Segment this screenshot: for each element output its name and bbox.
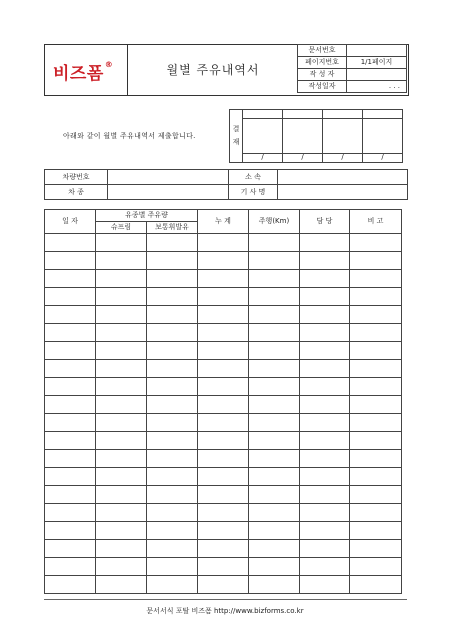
log-row xyxy=(45,432,402,450)
author-label: 작 성 자 xyxy=(298,69,347,81)
author-value[interactable] xyxy=(347,69,407,81)
plate-number-label: 차량번호 xyxy=(45,170,108,185)
log-cell-distance[interactable] xyxy=(249,540,300,558)
log-cell-person[interactable] xyxy=(300,414,350,432)
log-cell-remarks[interactable] xyxy=(350,288,402,306)
intro-statement: 아래와 같이 월별 주유내역서 제출합니다. xyxy=(63,132,196,140)
approval-side-label xyxy=(230,110,243,163)
log-cell-remarks[interactable] xyxy=(350,468,402,486)
log-cell-date[interactable] xyxy=(45,288,96,306)
log-cell-date[interactable] xyxy=(45,234,96,252)
department-field[interactable] xyxy=(278,170,408,185)
log-cell-person[interactable] xyxy=(300,450,350,468)
log-cell-distance[interactable] xyxy=(249,468,300,486)
log-cell-regular[interactable] xyxy=(147,396,198,414)
log-cell-date[interactable] xyxy=(45,342,96,360)
log-cell-remarks[interactable] xyxy=(350,450,402,468)
log-row xyxy=(45,270,402,288)
log-cell-date[interactable] xyxy=(45,270,96,288)
page-title: 월별 주유내역서 xyxy=(166,63,260,77)
log-cell-regular[interactable] xyxy=(147,558,198,576)
log-row xyxy=(45,486,402,504)
log-cell-regular[interactable] xyxy=(147,378,198,396)
log-cell-distance[interactable] xyxy=(249,252,300,270)
log-row xyxy=(45,558,402,576)
approval-box xyxy=(229,109,403,163)
log-cell-total[interactable] xyxy=(198,306,249,324)
log-cell-date[interactable] xyxy=(45,396,96,414)
log-cell-date[interactable] xyxy=(45,540,96,558)
log-cell-regular[interactable] xyxy=(147,576,198,594)
log-cell-premium[interactable] xyxy=(96,378,147,396)
log-cell-regular[interactable] xyxy=(147,468,198,486)
approver-date-cell[interactable]: / xyxy=(323,153,363,162)
log-cell-person[interactable] xyxy=(300,486,350,504)
log-row xyxy=(45,468,402,486)
log-cell-premium[interactable] xyxy=(96,360,147,378)
approval-side-char-1: 결 xyxy=(232,124,240,133)
log-cell-regular[interactable] xyxy=(147,414,198,432)
log-cell-date[interactable] xyxy=(45,360,96,378)
log-cell-date[interactable] xyxy=(45,324,96,342)
footer-text: 문서서식 포탈 비즈폼 http://www.bizforms.co.kr xyxy=(146,607,304,615)
log-cell-remarks[interactable] xyxy=(350,342,402,360)
log-cell-premium[interactable] xyxy=(96,306,147,324)
log-row xyxy=(45,288,402,306)
log-cell-date[interactable] xyxy=(45,468,96,486)
log-cell-person[interactable] xyxy=(300,270,350,288)
log-cell-person[interactable] xyxy=(300,252,350,270)
log-cell-premium[interactable] xyxy=(96,342,147,360)
document-header xyxy=(44,44,409,96)
log-cell-regular[interactable] xyxy=(147,450,198,468)
log-cell-total[interactable] xyxy=(198,396,249,414)
bizforms-logo xyxy=(53,59,113,84)
log-cell-date[interactable] xyxy=(45,432,96,450)
log-cell-total[interactable] xyxy=(198,270,249,288)
log-cell-premium[interactable] xyxy=(96,288,147,306)
log-cell-date[interactable] xyxy=(45,414,96,432)
log-row xyxy=(45,252,402,270)
log-cell-remarks[interactable] xyxy=(350,540,402,558)
remarks-column-header: 비 고 xyxy=(350,210,402,234)
log-cell-person[interactable] xyxy=(300,324,350,342)
log-cell-person[interactable] xyxy=(300,432,350,450)
page-number-label: 페이지번호 xyxy=(298,57,347,69)
log-cell-total[interactable] xyxy=(198,558,249,576)
log-cell-premium[interactable] xyxy=(96,486,147,504)
log-row xyxy=(45,324,402,342)
log-cell-premium[interactable] xyxy=(96,252,147,270)
premium-column-header: 슈프림 xyxy=(96,222,147,234)
approver-title-cell[interactable] xyxy=(363,110,403,119)
log-cell-remarks[interactable] xyxy=(350,234,402,252)
log-cell-remarks[interactable] xyxy=(350,360,402,378)
approver-title-cell[interactable] xyxy=(323,110,363,119)
log-cell-total[interactable] xyxy=(198,342,249,360)
log-cell-total[interactable] xyxy=(198,360,249,378)
log-cell-person[interactable] xyxy=(300,576,350,594)
log-cell-person[interactable] xyxy=(300,342,350,360)
log-cell-total[interactable] xyxy=(198,486,249,504)
log-cell-regular[interactable] xyxy=(147,234,198,252)
document-info-table xyxy=(297,44,407,93)
date-written-label: 작성일자 xyxy=(298,81,347,93)
log-cell-distance[interactable] xyxy=(249,486,300,504)
log-cell-date[interactable] xyxy=(45,252,96,270)
log-cell-distance[interactable] xyxy=(249,360,300,378)
log-cell-premium[interactable] xyxy=(96,522,147,540)
log-cell-distance[interactable] xyxy=(249,306,300,324)
log-cell-remarks[interactable] xyxy=(350,252,402,270)
vehicle-type-field[interactable] xyxy=(108,185,229,200)
log-cell-date[interactable] xyxy=(45,558,96,576)
log-cell-regular[interactable] xyxy=(147,432,198,450)
log-cell-premium[interactable] xyxy=(96,432,147,450)
log-cell-distance[interactable] xyxy=(249,378,300,396)
log-row xyxy=(45,540,402,558)
log-cell-total[interactable] xyxy=(198,414,249,432)
log-cell-regular[interactable] xyxy=(147,324,198,342)
log-cell-remarks[interactable] xyxy=(350,270,402,288)
approver-date-cell[interactable]: / xyxy=(243,153,283,162)
log-cell-regular[interactable] xyxy=(147,360,198,378)
log-cell-remarks[interactable] xyxy=(350,558,402,576)
log-cell-premium[interactable] xyxy=(96,324,147,342)
log-row xyxy=(45,396,402,414)
distance-column-header: 주행(Km) xyxy=(249,210,300,234)
log-cell-date[interactable] xyxy=(45,522,96,540)
log-row xyxy=(45,450,402,468)
vehicle-info-table xyxy=(44,169,408,200)
regular-column-header: 보통휘발유 xyxy=(147,222,198,234)
log-cell-distance[interactable] xyxy=(249,558,300,576)
log-cell-remarks[interactable] xyxy=(350,504,402,522)
log-cell-distance[interactable] xyxy=(249,234,300,252)
log-cell-premium[interactable] xyxy=(96,234,147,252)
log-row xyxy=(45,342,402,360)
log-cell-date[interactable] xyxy=(45,450,96,468)
registered-mark: ® xyxy=(104,60,114,69)
log-cell-total[interactable] xyxy=(198,324,249,342)
logo-text: 비즈폼 xyxy=(53,64,104,84)
approver-date-cell[interactable]: / xyxy=(283,153,323,162)
log-cell-distance[interactable] xyxy=(249,288,300,306)
log-cell-remarks[interactable] xyxy=(350,324,402,342)
total-column-header: 누 계 xyxy=(198,210,249,234)
doc-number-label: 문서번호 xyxy=(298,45,347,57)
log-cell-remarks[interactable] xyxy=(350,378,402,396)
approver-sign-cell[interactable] xyxy=(283,119,323,154)
log-cell-total[interactable] xyxy=(198,450,249,468)
log-row xyxy=(45,576,402,594)
log-cell-person[interactable] xyxy=(300,306,350,324)
log-cell-remarks[interactable] xyxy=(350,486,402,504)
log-cell-distance[interactable] xyxy=(249,324,300,342)
log-cell-regular[interactable] xyxy=(147,270,198,288)
approver-date-cell[interactable]: / xyxy=(363,153,403,162)
log-cell-total[interactable] xyxy=(198,234,249,252)
log-cell-premium[interactable] xyxy=(96,414,147,432)
log-cell-remarks[interactable] xyxy=(350,432,402,450)
log-cell-regular[interactable] xyxy=(147,306,198,324)
log-cell-premium[interactable] xyxy=(96,450,147,468)
log-cell-premium[interactable] xyxy=(96,396,147,414)
page-number-value[interactable]: 1/1페이지 xyxy=(347,57,407,69)
log-cell-person[interactable] xyxy=(300,234,350,252)
log-cell-distance[interactable] xyxy=(249,270,300,288)
log-cell-regular[interactable] xyxy=(147,342,198,360)
log-cell-remarks[interactable] xyxy=(350,522,402,540)
log-cell-remarks[interactable] xyxy=(350,306,402,324)
log-cell-person[interactable] xyxy=(300,360,350,378)
log-cell-distance[interactable] xyxy=(249,432,300,450)
log-cell-regular[interactable] xyxy=(147,252,198,270)
logo-area xyxy=(45,45,128,95)
log-cell-total[interactable] xyxy=(198,504,249,522)
approver-sign-cell[interactable] xyxy=(323,119,363,154)
log-cell-person[interactable] xyxy=(300,378,350,396)
log-cell-date[interactable] xyxy=(45,306,96,324)
log-cell-person[interactable] xyxy=(300,288,350,306)
log-cell-total[interactable] xyxy=(198,540,249,558)
log-cell-person[interactable] xyxy=(300,504,350,522)
log-cell-premium[interactable] xyxy=(96,468,147,486)
log-cell-person[interactable] xyxy=(300,522,350,540)
log-cell-person[interactable] xyxy=(300,558,350,576)
log-row xyxy=(45,504,402,522)
approver-sign-cell[interactable] xyxy=(243,119,283,154)
approver-title-cell[interactable] xyxy=(243,110,283,119)
footer-divider xyxy=(44,599,407,600)
log-cell-date[interactable] xyxy=(45,378,96,396)
fuel-log-table xyxy=(44,209,402,594)
log-cell-regular[interactable] xyxy=(147,486,198,504)
log-cell-remarks[interactable] xyxy=(350,396,402,414)
log-cell-regular[interactable] xyxy=(147,540,198,558)
log-cell-premium[interactable] xyxy=(96,558,147,576)
log-cell-premium[interactable] xyxy=(96,270,147,288)
log-cell-person[interactable] xyxy=(300,468,350,486)
date-written-value[interactable]: . . . xyxy=(347,81,407,93)
driver-name-label: 기 사 명 xyxy=(229,185,278,200)
log-cell-distance[interactable] xyxy=(249,414,300,432)
driver-name-field[interactable] xyxy=(278,185,408,200)
log-cell-date[interactable] xyxy=(45,576,96,594)
log-cell-remarks[interactable] xyxy=(350,414,402,432)
log-cell-total[interactable] xyxy=(198,576,249,594)
log-cell-total[interactable] xyxy=(198,468,249,486)
log-cell-person[interactable] xyxy=(300,540,350,558)
log-cell-remarks[interactable] xyxy=(350,576,402,594)
log-cell-person[interactable] xyxy=(300,396,350,414)
log-cell-distance[interactable] xyxy=(249,450,300,468)
log-cell-distance[interactable] xyxy=(249,396,300,414)
plate-number-field[interactable] xyxy=(108,170,229,185)
log-cell-total[interactable] xyxy=(198,522,249,540)
log-cell-total[interactable] xyxy=(198,288,249,306)
department-label: 소 속 xyxy=(229,170,278,185)
doc-number-value[interactable] xyxy=(347,45,407,57)
log-cell-distance[interactable] xyxy=(249,504,300,522)
log-cell-regular[interactable] xyxy=(147,522,198,540)
log-cell-distance[interactable] xyxy=(249,342,300,360)
log-cell-distance[interactable] xyxy=(249,522,300,540)
log-cell-premium[interactable] xyxy=(96,540,147,558)
log-cell-total[interactable] xyxy=(198,378,249,396)
log-row xyxy=(45,378,402,396)
log-cell-regular[interactable] xyxy=(147,288,198,306)
log-cell-premium[interactable] xyxy=(96,576,147,594)
log-cell-distance[interactable] xyxy=(249,576,300,594)
log-cell-date[interactable] xyxy=(45,504,96,522)
date-column-header: 일 자 xyxy=(45,210,96,234)
fuel-log-rows xyxy=(45,234,402,594)
approver-sign-cell[interactable] xyxy=(363,119,403,154)
log-cell-date[interactable] xyxy=(45,486,96,504)
log-row xyxy=(45,234,402,252)
log-cell-regular[interactable] xyxy=(147,504,198,522)
log-row xyxy=(45,360,402,378)
vehicle-type-label: 차 종 xyxy=(45,185,108,200)
log-cell-total[interactable] xyxy=(198,432,249,450)
log-cell-premium[interactable] xyxy=(96,504,147,522)
log-cell-total[interactable] xyxy=(198,252,249,270)
fuel-type-group-header: 유종별 주유량 xyxy=(96,210,198,222)
approver-title-cell[interactable] xyxy=(283,110,323,119)
approval-side-char-2: 재 xyxy=(232,138,240,146)
person-column-header: 담 당 xyxy=(300,210,350,234)
log-row xyxy=(45,306,402,324)
log-row xyxy=(45,522,402,540)
log-row xyxy=(45,414,402,432)
